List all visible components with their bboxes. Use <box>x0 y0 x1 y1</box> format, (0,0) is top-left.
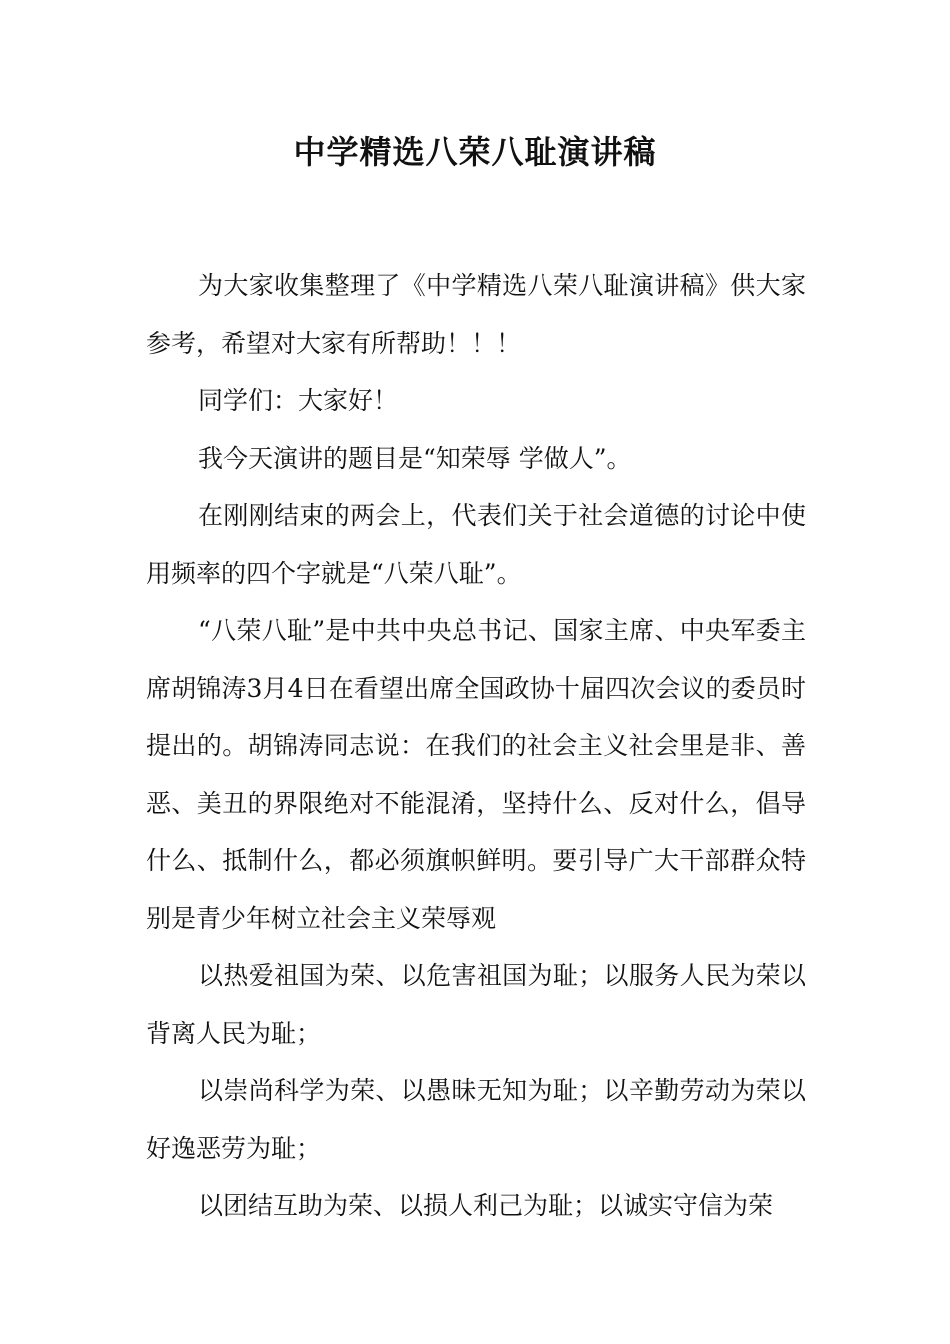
paragraph: 我今天演讲的题目是“知荣辱 学做人”。 <box>198 443 632 473</box>
paragraph: 在刚刚结束的两会上，代表们关于社会道德的讨论中使用频率的四个字就是“八荣八耻”。 <box>146 501 806 588</box>
paragraph: 为大家收集整理了《中学精选八荣八耻演讲稿》供大家参考，希望对大家有所帮助！！！ <box>146 271 806 358</box>
document-body <box>146 257 806 1235</box>
paragraph: 以团结互助为荣、以损人利己为耻；以诚实守信为荣 <box>198 1191 774 1220</box>
paragraph: 以崇尚科学为荣、以愚昧无知为耻；以辛勤劳动为荣以好逸恶劳为耻； <box>146 1076 806 1163</box>
document-title: 中学精选八荣八耻演讲稿 <box>293 133 657 171</box>
paragraph: “八荣八耻”是中共中央总书记、国家主席、中央军委主席胡锦涛3月4日在看望出席全国政协十届四次会议的委员时提出的。胡锦涛同志说：在我们的社会主义社会里是非、善恶、美丑的界限绝对不能混淆，坚持什么、反对什么，倡导什么、抵制什么，都必须旗帜鲜明。要引导广大干部群众特别是青少年树立社会主义荣辱观 <box>146 616 806 933</box>
paragraph: 同学们：大家好！ <box>198 386 399 415</box>
paragraph: 以热爱祖国为荣、以危害祖国为耻；以服务人民为荣以背离人民为耻； <box>146 961 806 1048</box>
